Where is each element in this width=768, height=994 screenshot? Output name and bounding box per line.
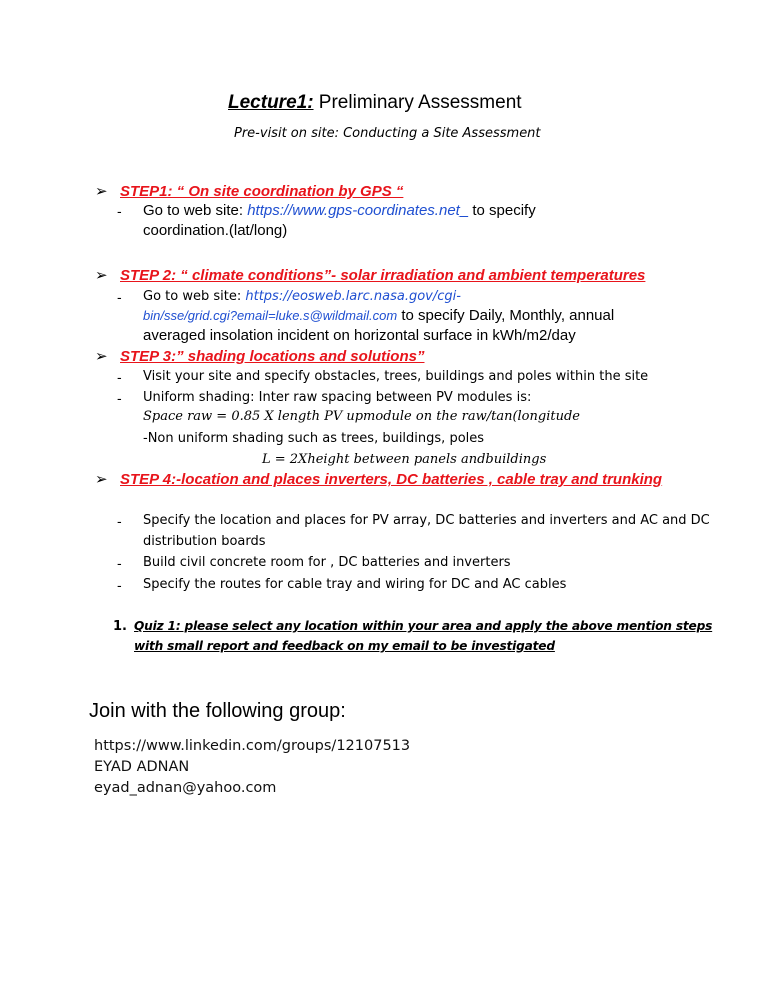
author-name: EYAD ADNAN bbox=[94, 759, 190, 775]
step2-line1 bbox=[143, 289, 461, 304]
step4-item1-line2: distribution boards bbox=[143, 534, 266, 549]
step2-line1-prefix: Go to web site: bbox=[143, 289, 246, 304]
quiz-line2: with small report and feedback on my email to be investigated bbox=[134, 639, 555, 653]
quiz-number: 1. bbox=[113, 619, 127, 634]
step1-bullet-icon: ➢ bbox=[95, 182, 108, 200]
page-subtitle: Pre-visit on site: Conducting a Site Assessment bbox=[234, 126, 541, 141]
group-heading: Join with the following group: bbox=[89, 700, 346, 722]
step1-line1-prefix: Go to web site: bbox=[143, 202, 248, 219]
step2-line2 bbox=[143, 307, 614, 324]
step3-bullet-icon: ➢ bbox=[95, 347, 108, 365]
step4-dash-2: - bbox=[117, 555, 122, 571]
gps-coordinates-link[interactable]: https://www.gps-coordinates.net bbox=[247, 202, 460, 219]
linkedin-link[interactable]: https://www.linkedin.com/groups/12107513 bbox=[94, 738, 411, 754]
step3-dash-1: - bbox=[117, 369, 122, 385]
step4-heading: STEP 4:-location and places inverters, DC batteries , cable tray and trunking bbox=[120, 471, 663, 488]
quiz-line1: Quiz 1: please select any location within your area and apply the above mention steps bbox=[134, 619, 713, 633]
step3-item3: -Non uniform shading such as trees, buildings, poles bbox=[143, 431, 485, 446]
step4-dash-1: - bbox=[117, 513, 122, 529]
title-text: Preliminary Assessment bbox=[313, 92, 522, 113]
gps-link-tail: _ bbox=[459, 202, 469, 219]
step4-item1-line1: Specify the location and places for PV array, DC batteries and inverters and AC and DC bbox=[143, 513, 710, 528]
step4-item3: Specify the routes for cable tray and wiring for DC and AC cables bbox=[143, 577, 567, 592]
step2-line3: averaged insolation incident on horizontal surface in kWh/m2/day bbox=[143, 327, 576, 344]
step3-formula1: Space raw = 0.85 X length PV upmodule on the raw/tan(longitude bbox=[143, 409, 580, 424]
step2-dash: - bbox=[117, 289, 122, 305]
step2-bullet-icon: ➢ bbox=[95, 266, 108, 284]
step3-item1: Visit your site and specify obstacles, trees, buildings and poles within the site bbox=[143, 369, 649, 384]
step4-bullet-icon: ➢ bbox=[95, 470, 108, 488]
step1-line1 bbox=[143, 202, 536, 219]
step2-line2-suffix: to specify Daily, Monthly, annual bbox=[397, 307, 615, 324]
step1-dash: - bbox=[117, 203, 122, 219]
step4-item2: Build civil concrete room for , DC batteries and inverters bbox=[143, 555, 511, 570]
step1-line1-suffix: to specify bbox=[468, 202, 536, 219]
step3-item2: Uniform shading: Inter raw spacing between PV modules is: bbox=[143, 390, 532, 405]
author-email[interactable]: eyad_adnan@yahoo.com bbox=[94, 780, 277, 796]
lecture-label: Lecture1: bbox=[228, 92, 314, 113]
step1-line2: coordination.(lat/long) bbox=[143, 222, 288, 239]
eosweb-link-part1[interactable]: https://eosweb.larc.nasa.gov/cgi- bbox=[245, 289, 461, 304]
step1-heading: STEP1: “ On site coordination by GPS “ bbox=[120, 183, 404, 200]
step4-dash-3: - bbox=[117, 577, 122, 593]
page-title bbox=[228, 92, 522, 114]
step3-heading: STEP 3:” shading locations and solutions” bbox=[120, 348, 425, 365]
eosweb-link-part2[interactable]: bin/sse/grid.cgi?email=luke.s@wildmail.com bbox=[143, 308, 398, 323]
step2-heading: STEP 2: “ climate conditions”- solar irradiation and ambient temperatures bbox=[120, 267, 646, 284]
step3-dash-2: - bbox=[117, 390, 122, 406]
step3-formula2: L = 2Xheight between panels andbuildings bbox=[262, 452, 547, 467]
